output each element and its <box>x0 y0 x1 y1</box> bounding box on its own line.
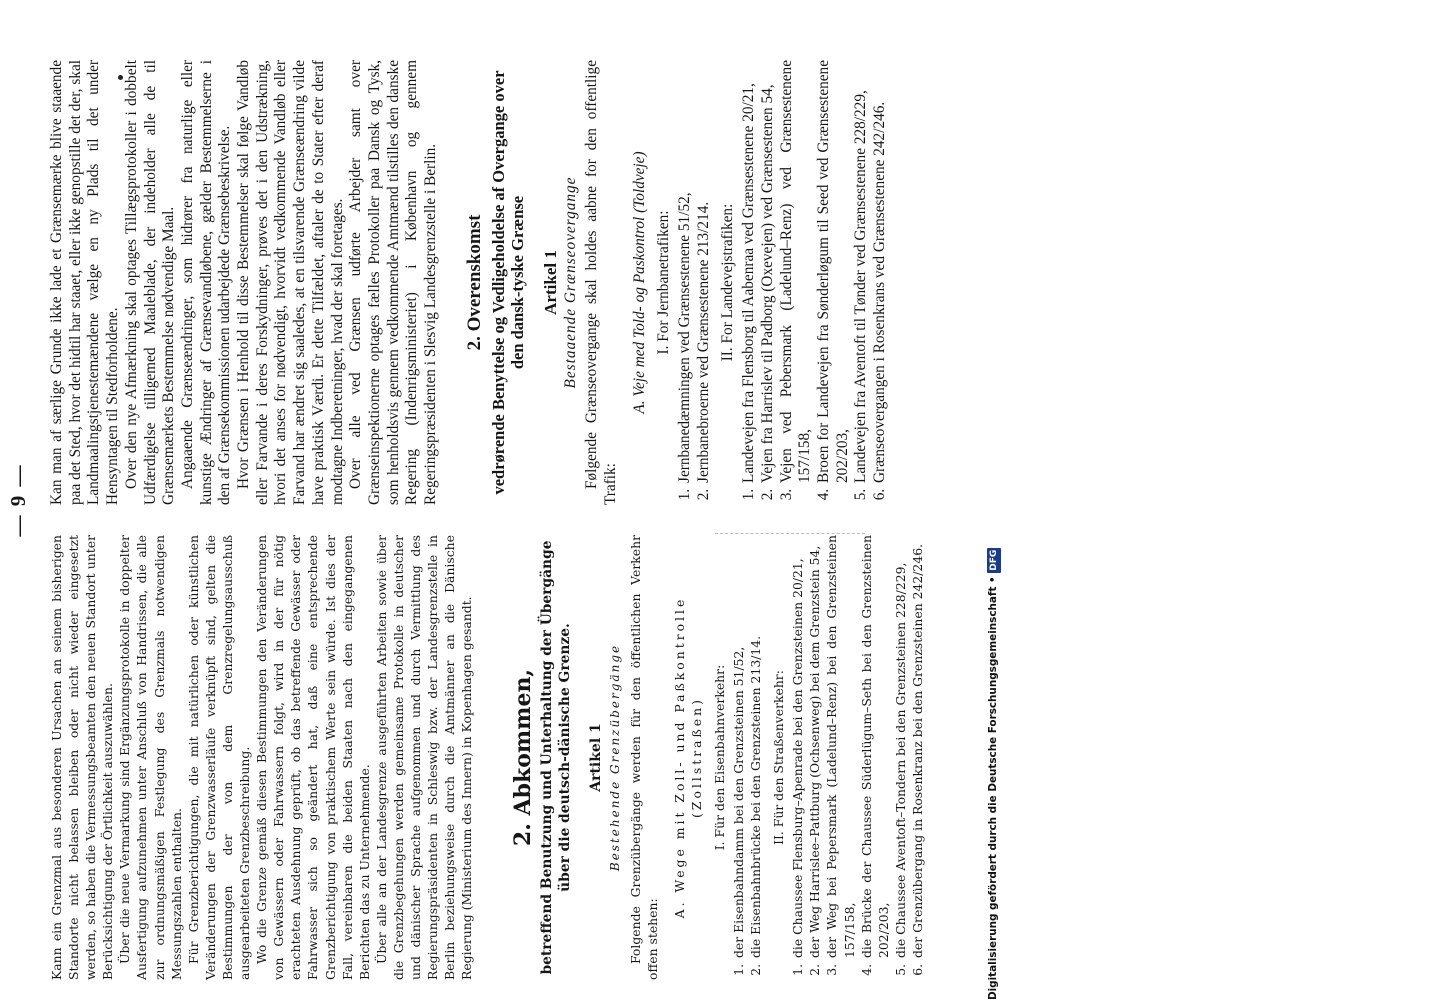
list-item: 3. der Weg bei Pepersmark (Ladelund–Renz) bei den Grenzsteinen 157/158, <box>823 535 857 960</box>
german-paragraph: Über die neue Vermarkung sind Ergänzungsprotokolle in doppelter Ausfertigung aufzunehmen unter Anschluß von Handrissen, die alle zur ordnungsmäßigen Festlegung des Grenzmals notwendigen Messungszahlen enthalten. <box>117 535 184 980</box>
list-item: 2. Vejen fra Harrislev til Padborg (Oxevejen) ved Grænsestenen 54, <box>759 60 778 485</box>
german-paragraph: Kann ein Grenzmal aus besonderen Ursachen an seinem bisherigen Standorte nicht belassen bleiben oder nicht wieder eingesetzt werden, so haben die Vermessungsbeamten den neuen Standort unter Berücksichtigung der Örtlichkeit auszuwählen. <box>49 535 116 980</box>
dfg-logo: DFG <box>989 549 999 571</box>
danish-agreement-subtitle: vedrørende Benyttelse og Vedligeholdelse af Overgange over den dansk-tyske Grænse <box>488 70 528 495</box>
ink-speck <box>118 75 123 80</box>
danish-section-ii: II. For Landevejstrafiken: <box>719 203 737 362</box>
german-paragraph: Wo die Grenze gemäß diesen Bestimmungen den Veränderungen von Gewässern oder Fahrwassern folgt, wird in der für nötig erachteten Ausdehnung geprüft, ob das betreffende Gewässer oder Fahrwasser sich so geändert hat, daß eine entsprechende Grenzberichtigung von praktischem Werte sein würde. Ist dies der Fall, vereinbaren die beiden Staaten nach den eingegangenen Berichten das zu Unternehmende. <box>254 535 372 980</box>
list-item: 1. die Chaussee Flensburg–Apenrade bei den Grenzsteinen 20/21, <box>789 535 806 960</box>
danish-paragraph: Kan man af særlige Grunde ikke lade et Grænsemærke blive staaende paa det Sted, hvor det hidtil har staaet, eller ikke genopstille det der, skal Landmaalingstjenestemændene vælge en ny Plads til det under Hensyntagen til Stedforholdene. <box>48 60 122 505</box>
german-section-ii: II. Für den Straßenverkehr: <box>771 670 787 845</box>
german-section-a: A. Wege mit Zoll- und Paßkontrolle (Zollstraßen) <box>671 596 704 919</box>
danish-road-list <box>740 60 890 505</box>
german-article-heading: Artikel 1 <box>588 723 605 792</box>
list-item: 6. der Grenzübergang in Rosenkranz bei den Grenzsteinen 242/246. <box>909 535 926 960</box>
danish-agreement-title: 2. Overenskomst <box>463 214 485 351</box>
digitization-text: Digitalisierung gefördert durch die Deutsche Forschungsgemeinschaft • <box>987 576 999 1000</box>
german-agreement-title: 2. Abkommen, <box>510 668 537 847</box>
german-agreement-subtitle: betreffend Benutzung und Unterhaltung der Übergänge über die deutsch-dänische Grenze. <box>539 540 573 975</box>
danish-section-i: I. For Jernbanetrafiken: <box>655 210 673 355</box>
list-item: 1. der Eisenbahndamm bei den Grenzsteinen 51/52, <box>730 535 747 960</box>
german-intro: Folgende Grenzübergänge werden für den öffentlichen Verkehr offen stehen: <box>627 535 660 980</box>
danish-intro: Følgende Grænseovergange skal holdes aabne for den offentlige Trafik: <box>583 60 619 505</box>
list-item: 5. Landevejen fra Aventoft til Tønder ved Grænsestenene 228/229, <box>852 60 871 485</box>
list-item: 2. Jernbanebroerne ved Grænsestenene 213/214. <box>695 60 714 485</box>
danish-paragraph: Over den nye Afmærkning skal optages Tillægsprotokoller i dobbelt Udfærdigelse tilligemed Maaleblade, der indeholder alle de til Grænsemærkets Bestemmelse nødvendige Maal. <box>122 60 178 505</box>
german-paragraph: Für Grenzberichtigungen, die mit natürlichen oder künstlichen Veränderungen der Grenzwasserläufe verknüpft sind, gelten die Bestimmungen der von dem Grenzregelungsausschuß ausgearbeiteten Grenzbeschreibung. <box>185 535 253 980</box>
danish-article-subheading: Bestaaende Grænseovergange <box>562 176 580 389</box>
german-paragraph: Über alle an der Landesgrenze ausgeführten Arbeiten sowie über die Grenzbegehungen werden gemeinsame Protokolle in deutscher und dänischer Sprache aufgenommen und durch Vermittlung des Regierungspräsidenten in Schleswig bzw. der Landesgrenzstelle in Berlin beziehungsweise durch die Amtmänner an die Dänische Regierung (Ministerium des Innern) in Kopenhagen gesandt. <box>373 535 475 980</box>
german-article-subheading: Bestehende Grenzübergänge <box>608 643 623 872</box>
danish-column <box>48 60 890 505</box>
page-number: — 9 — <box>6 463 30 537</box>
danish-rail-list <box>676 60 713 505</box>
list-item: 2. der Weg Harrislee–Pattburg (Ochsenweg) bei dem Grenzstein 54, <box>806 535 823 960</box>
list-item: 1. Jernbanedæmningen ved Grænsestenene 51/52, <box>676 60 695 485</box>
list-item: 5. die Chaussee Aventoft–Tondern bei den Grenzsteinen 228/229, <box>892 535 909 960</box>
danish-paragraph: Over alle ved Grænsen udførte Arbejder samt over Grænseinspektionerne optages fælles Protokoller paa Dansk og Tysk, som henholdsvis gennem vedkommende Amtmænd tilstilles den danske Regering (Indenrigsministeriet) i København og gennem Regeringspræsidenten i Slesvig Landesgrenzstelle i Berlin. <box>347 60 440 505</box>
column-divider <box>715 532 865 534</box>
list-item: 3. Vejen ved Pebersmark (Ladelund–Renz) ved Grænsestenene 157/158, <box>778 60 815 485</box>
danish-section-a: A. Veje med Told- og Paskontrol (Toldveje) <box>630 151 648 414</box>
german-rail-list <box>730 535 764 980</box>
list-item: 6. Grænseovergangen i Rosenkrans ved Grænsestenene 242/246. <box>871 60 890 485</box>
list-item: 4. die Brücke der Chaussee Süderlügum–Seth bei den Grenzsteinen 202/203, <box>858 535 892 960</box>
danish-article-heading: Artikel 1 <box>540 250 560 315</box>
digitization-note <box>986 0 1000 1000</box>
danish-paragraph: Hvor Grænsen i Henhold til disse Bestemmelser skal følge Vandløb eller Farvande i deres Forskydninger, prøves det i den Udstrækning, hvori det anses for nødvendigt, hvorvidt vedkommende Vandløb eller Farvand har ændret sig saaledes, at en tilsvarende Grænseændring vilde have praktisk Værdi. Er dette Tilfældet, aftaler de to Stater efter deraf modtagne Indberetninger, hvad der skal foretages. <box>235 60 346 505</box>
list-item: 4. Broen for Landevejen fra Sønderløgum til Seed ved Grænsestenene 202/203, <box>815 60 852 485</box>
list-item: 1. Landevejen fra Flensborg til Aabenraa ved Grænsestenene 20/21, <box>740 60 759 485</box>
german-section-i: I. Für den Eisenbahnverkehr: <box>711 664 727 851</box>
german-road-list <box>789 535 926 980</box>
list-item: 2. die Eisenbahnbrücke bei den Grenzsteinen 213/14. <box>747 535 764 960</box>
german-column <box>48 535 926 980</box>
danish-paragraph: Angaaende Grænseændringer, som hidrører fra naturlige eller kunstige Ændringer af Grænsevandløbene, gælder Bestemmelserne i den af Grænsekommissionen udarbejdede Grænsebeskrivelse. <box>178 60 234 505</box>
